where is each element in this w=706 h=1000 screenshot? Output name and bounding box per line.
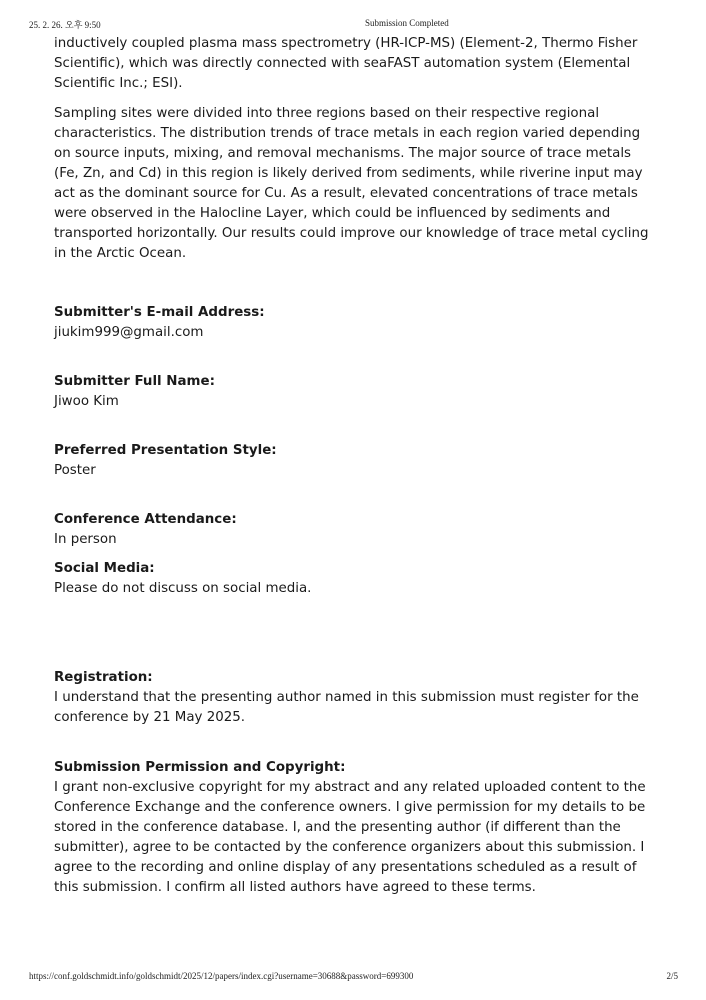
email-field — [54, 303, 654, 343]
registration-field — [54, 668, 654, 728]
presentation-style-field — [54, 441, 654, 481]
print-header — [0, 18, 706, 30]
presentation-style-value: Poster — [54, 463, 96, 478]
presentation-style-label: Preferred Presentation Style: — [54, 443, 277, 458]
social-media-field — [54, 559, 654, 599]
email-value: jiukim999@gmail.com — [54, 325, 204, 340]
print-page-title: Submission Completed — [365, 18, 449, 28]
abstract-continuation: inductively coupled plasma mass spectrometry (HR-ICP-MS) (Element-2, Thermo Fisher Scientific), which was directly connected with seaFAST automation system (Elemental Scientific Inc.; ESI). — [54, 36, 638, 91]
page-number: 2/5 — [666, 971, 678, 981]
abstract-paragraph: Sampling sites were divided into three regions based on their respective regional characteristics. The distribution trends of trace metals in each region varied depending on source inputs, mixing, and removal mechanisms. The major source of trace metals (Fe, Zn, and Cd) in this region is likely derived from sediments, while riverine input may act as the dominant source for Cu. As a result, elevated concentrations of trace metals were observed in the Halocline Layer, which could be influenced by sediments and transported horizontally. Our results could improve our knowledge of trace metal cycling in the Arctic Ocean. — [54, 106, 649, 261]
attendance-value: In person — [54, 532, 117, 547]
abstract-section — [54, 34, 654, 264]
attendance-label: Conference Attendance: — [54, 512, 237, 527]
name-value: Jiwoo Kim — [54, 394, 119, 409]
email-label: Submitter's E-mail Address: — [54, 305, 265, 320]
print-url: https://conf.goldschmidt.info/goldschmidt/2025/12/papers/index.cgi?username=30688&password=699300 — [29, 971, 414, 981]
registration-value: I understand that the presenting author named in this submission must register for the conference by 21 May 2025. — [54, 690, 639, 725]
permission-field — [54, 758, 654, 898]
attendance-field — [54, 510, 654, 550]
name-field — [54, 372, 654, 412]
permission-value: I grant non-exclusive copyright for my abstract and any related uploaded content to the Conference Exchange and the conference owners. I give permission for my details to be stored in the conference database. I, and the presenting author (if different than the submitter), agree to be contacted by the conference organizers about this submission. I agree to the recording and online display of any presentations scheduled as a result of this submission. I confirm all listed authors have agreed to these terms. — [54, 780, 646, 895]
social-media-label: Social Media: — [54, 561, 155, 576]
print-footer — [0, 971, 706, 983]
print-datetime: 25. 2. 26. 오후 9:50 — [29, 20, 101, 30]
registration-label: Registration: — [54, 670, 153, 685]
permission-label: Submission Permission and Copyright: — [54, 760, 346, 775]
name-label: Submitter Full Name: — [54, 374, 215, 389]
social-media-value: Please do not discuss on social media. — [54, 581, 312, 596]
